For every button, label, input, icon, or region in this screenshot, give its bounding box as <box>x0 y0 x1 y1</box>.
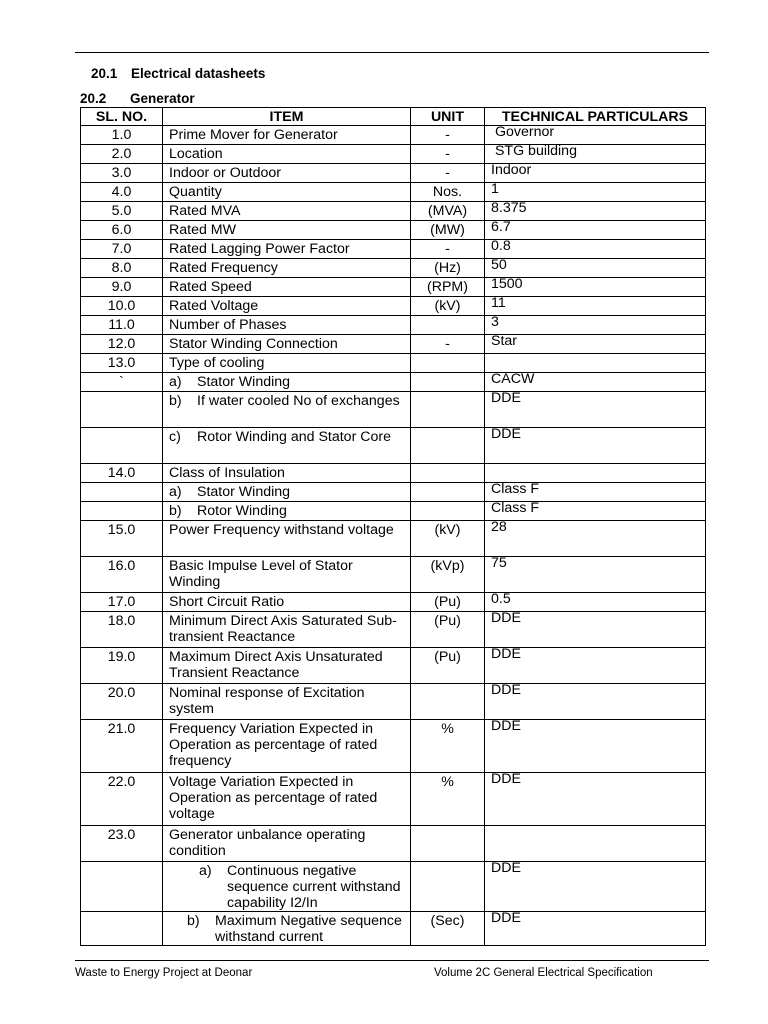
unit-cell: (Sec) <box>411 912 485 946</box>
sub-item-key: c) <box>169 429 181 445</box>
value-text: STG building <box>491 143 577 159</box>
unit-cell: (Pu) <box>411 593 485 612</box>
technical-particulars-cell <box>485 373 706 392</box>
item-cell: Rated Frequency <box>163 259 411 278</box>
item-cell: Stator Winding Connection <box>163 335 411 354</box>
sub-item-key: b) <box>187 913 200 929</box>
value-text: 0.8 <box>491 238 511 254</box>
unit-cell: % <box>411 720 485 773</box>
item-cell: Number of Phases <box>163 316 411 335</box>
item-cell: Frequency Variation Expected in Operation as percentage of rated frequency <box>163 720 411 773</box>
value-text: Star <box>491 333 518 349</box>
header-sl-no: SL. NO. <box>81 108 163 126</box>
sub-item <box>169 503 404 519</box>
technical-particulars-cell <box>485 912 706 946</box>
value-text: DDE <box>491 860 521 876</box>
sl-no-cell: 21.0 <box>81 720 163 773</box>
value-text: 11 <box>491 295 506 311</box>
unit-cell: - <box>411 126 485 145</box>
table-header-row <box>81 108 706 126</box>
top-rule <box>75 52 709 53</box>
unit-cell: (kV) <box>411 297 485 316</box>
sl-no-cell: 12.0 <box>81 335 163 354</box>
value-text: CACW <box>491 371 535 387</box>
value-text: DDE <box>491 426 521 442</box>
unit-cell <box>411 464 485 483</box>
item-cell <box>163 912 411 946</box>
technical-particulars-cell <box>485 720 706 773</box>
technical-particulars-cell <box>485 612 706 648</box>
sl-no-cell: 23.0 <box>81 826 163 862</box>
value-text: DDE <box>491 646 521 662</box>
sl-no-cell <box>81 912 163 946</box>
bottom-rule <box>75 960 709 961</box>
header-unit: UNIT <box>411 108 485 126</box>
sl-no-cell: 15.0 <box>81 521 163 557</box>
sub-item-key: a) <box>169 484 182 500</box>
sl-no-cell: 13.0 <box>81 354 163 373</box>
item-cell: Rated MW <box>163 221 411 240</box>
sub-item <box>169 913 404 945</box>
unit-cell: (Pu) <box>411 612 485 648</box>
value-text: DDE <box>491 771 521 787</box>
item-cell: Maximum Direct Axis Unsaturated Transient Reactance <box>163 648 411 684</box>
value-text: 28 <box>491 519 507 535</box>
table-row <box>81 392 706 428</box>
item-cell <box>163 862 411 912</box>
technical-particulars-cell <box>485 521 706 557</box>
item-cell: Quantity <box>163 183 411 202</box>
item-cell: Rated Voltage <box>163 297 411 316</box>
sl-no-cell: 7.0 <box>81 240 163 259</box>
technical-particulars-cell <box>485 335 706 354</box>
sl-no-cell: 4.0 <box>81 183 163 202</box>
sl-no-cell: 18.0 <box>81 612 163 648</box>
table-row <box>81 278 706 297</box>
technical-particulars-cell <box>485 240 706 259</box>
table-row <box>81 483 706 502</box>
sl-no-cell: 10.0 <box>81 297 163 316</box>
value-text: DDE <box>491 682 521 698</box>
sl-no-cell <box>81 502 163 521</box>
technical-particulars-cell <box>485 502 706 521</box>
sl-no-cell: 19.0 <box>81 648 163 684</box>
table-row <box>81 259 706 278</box>
unit-cell: (kV) <box>411 521 485 557</box>
technical-particulars-cell <box>485 862 706 912</box>
sl-no-cell: 22.0 <box>81 773 163 826</box>
sl-no-cell: ` <box>81 373 163 392</box>
table-row <box>81 648 706 684</box>
item-cell <box>163 428 411 464</box>
item-cell: Voltage Variation Expected in Operation as percentage of rated voltage <box>163 773 411 826</box>
unit-cell <box>411 373 485 392</box>
table-row <box>81 145 706 164</box>
table-row <box>81 773 706 826</box>
item-cell: Short Circuit Ratio <box>163 593 411 612</box>
unit-cell: (Hz) <box>411 259 485 278</box>
technical-particulars-cell <box>485 183 706 202</box>
sl-no-cell: 20.0 <box>81 684 163 720</box>
sl-no-cell: 8.0 <box>81 259 163 278</box>
sl-no-cell: 14.0 <box>81 464 163 483</box>
footer-left: Waste to Energy Project at Deonar <box>75 967 253 979</box>
item-cell: Location <box>163 145 411 164</box>
unit-cell: - <box>411 164 485 183</box>
technical-particulars-cell <box>485 145 706 164</box>
section-heading-generator <box>80 91 195 106</box>
value-text: DDE <box>491 718 521 734</box>
unit-cell <box>411 483 485 502</box>
unit-cell <box>411 354 485 373</box>
table-row <box>81 183 706 202</box>
sl-no-cell: 9.0 <box>81 278 163 297</box>
section-number: 20.2 <box>80 91 107 106</box>
table-row <box>81 297 706 316</box>
sl-no-cell: 3.0 <box>81 164 163 183</box>
table-row <box>81 335 706 354</box>
sl-no-cell: 2.0 <box>81 145 163 164</box>
technical-particulars-cell <box>485 354 706 373</box>
unit-cell: (RPM) <box>411 278 485 297</box>
table-row <box>81 826 706 862</box>
item-cell: Minimum Direct Axis Saturated Sub-transient Reactance <box>163 612 411 648</box>
table-row <box>81 720 706 773</box>
section-number: 20.1 <box>91 66 118 81</box>
table-row <box>81 164 706 183</box>
table-row <box>81 912 706 946</box>
unit-cell: Nos. <box>411 183 485 202</box>
item-cell: Basic Impulse Level of Stator Winding <box>163 557 411 593</box>
sl-no-cell <box>81 862 163 912</box>
technical-particulars-cell <box>485 392 706 428</box>
technical-particulars-cell <box>485 648 706 684</box>
technical-particulars-cell <box>485 126 706 145</box>
unit-cell: (kVp) <box>411 557 485 593</box>
sub-item-text: If water cooled No of exchanges <box>197 393 400 409</box>
unit-cell <box>411 862 485 912</box>
unit-cell: % <box>411 773 485 826</box>
item-cell <box>163 373 411 392</box>
sub-item <box>169 863 404 911</box>
item-cell: Power Frequency withstand voltage <box>163 521 411 557</box>
unit-cell <box>411 502 485 521</box>
table-row <box>81 202 706 221</box>
header-item: ITEM <box>163 108 411 126</box>
value-text: 6.7 <box>491 219 511 235</box>
unit-cell: (MW) <box>411 221 485 240</box>
sub-item <box>169 393 404 409</box>
table-row <box>81 428 706 464</box>
item-cell <box>163 502 411 521</box>
unit-cell <box>411 684 485 720</box>
item-cell: Rated Speed <box>163 278 411 297</box>
unit-cell: - <box>411 145 485 164</box>
section-title: Generator <box>130 91 195 106</box>
value-text: 0.5 <box>491 591 511 607</box>
sub-item-key: b) <box>169 503 182 519</box>
sub-item-key: a) <box>169 374 182 390</box>
technical-particulars-cell <box>485 316 706 335</box>
sl-no-cell: 11.0 <box>81 316 163 335</box>
table-row <box>81 221 706 240</box>
item-cell: Rated Lagging Power Factor <box>163 240 411 259</box>
unit-cell <box>411 826 485 862</box>
technical-particulars-cell <box>485 773 706 826</box>
value-text: DDE <box>491 910 521 926</box>
sub-item-key: b) <box>169 393 182 409</box>
unit-cell: - <box>411 335 485 354</box>
table-row <box>81 862 706 912</box>
unit-cell: (MVA) <box>411 202 485 221</box>
table-body <box>81 126 706 946</box>
technical-particulars-cell <box>485 684 706 720</box>
value-text: Indoor <box>491 162 532 178</box>
technical-particulars-cell <box>485 557 706 593</box>
unit-cell <box>411 316 485 335</box>
sub-item <box>169 429 404 445</box>
section-heading-electrical-datasheets <box>91 66 265 81</box>
table-row <box>81 464 706 483</box>
sub-item-text: Rotor Winding and Stator Core <box>197 429 391 445</box>
value-text: Class F <box>491 500 540 516</box>
table-row <box>81 373 706 392</box>
technical-particulars-cell <box>485 483 706 502</box>
item-cell: Class of Insulation <box>163 464 411 483</box>
technical-particulars-cell <box>485 464 706 483</box>
technical-particulars-cell <box>485 259 706 278</box>
table-row <box>81 684 706 720</box>
sub-item-text: Stator Winding <box>197 484 291 500</box>
item-cell: Nominal response of Excitation system <box>163 684 411 720</box>
table-row <box>81 612 706 648</box>
table-row <box>81 354 706 373</box>
value-text: 8.375 <box>491 200 527 216</box>
sub-item <box>169 484 404 500</box>
item-cell: Generator unbalance operating condition <box>163 826 411 862</box>
section-title: Electrical datasheets <box>131 66 266 81</box>
sub-item <box>169 374 404 390</box>
item-cell: Prime Mover for Generator <box>163 126 411 145</box>
item-cell <box>163 483 411 502</box>
table-row <box>81 593 706 612</box>
sl-no-cell <box>81 483 163 502</box>
unit-cell <box>411 392 485 428</box>
sl-no-cell: 17.0 <box>81 593 163 612</box>
technical-particulars-cell <box>485 297 706 316</box>
unit-cell: (Pu) <box>411 648 485 684</box>
generator-datasheet-table <box>80 107 706 946</box>
sl-no-cell: 5.0 <box>81 202 163 221</box>
value-text: 3 <box>491 314 499 330</box>
table-row <box>81 316 706 335</box>
technical-particulars-cell <box>485 164 706 183</box>
sl-no-cell <box>81 392 163 428</box>
sl-no-cell: 16.0 <box>81 557 163 593</box>
sl-no-cell: 6.0 <box>81 221 163 240</box>
technical-particulars-cell <box>485 826 706 862</box>
table-row <box>81 557 706 593</box>
sl-no-cell <box>81 428 163 464</box>
sub-item-text: Rotor Winding <box>197 503 287 519</box>
item-cell: Type of cooling <box>163 354 411 373</box>
unit-cell <box>411 428 485 464</box>
value-text: Governor <box>491 124 555 140</box>
technical-particulars-cell <box>485 278 706 297</box>
sub-item-text: Maximum Negative sequence withstand current <box>215 913 402 945</box>
unit-cell: - <box>411 240 485 259</box>
sl-no-cell: 1.0 <box>81 126 163 145</box>
sub-item-text: Continuous negative sequence current withstand capability I2/In <box>227 863 401 911</box>
technical-particulars-cell <box>485 593 706 612</box>
value-text: 1500 <box>491 276 523 292</box>
table-row <box>81 126 706 145</box>
technical-particulars-cell <box>485 202 706 221</box>
item-cell: Indoor or Outdoor <box>163 164 411 183</box>
table-row <box>81 502 706 521</box>
table-row <box>81 240 706 259</box>
value-text: 1 <box>491 181 499 197</box>
value-text: DDE <box>491 610 521 626</box>
technical-particulars-cell <box>485 221 706 240</box>
value-text: Class F <box>491 481 540 497</box>
value-text: 50 <box>491 257 507 273</box>
sub-item-text: Stator Winding <box>197 374 291 390</box>
table-row <box>81 521 706 557</box>
footer-right: Volume 2C General Electrical Specification <box>434 967 653 979</box>
technical-particulars-cell <box>485 428 706 464</box>
sub-item-key: a) <box>199 863 212 879</box>
item-cell: Rated MVA <box>163 202 411 221</box>
value-text: 75 <box>491 555 507 571</box>
value-text: DDE <box>491 390 521 406</box>
header-technical-particulars: TECHNICAL PARTICULARS <box>485 108 706 126</box>
item-cell <box>163 392 411 428</box>
